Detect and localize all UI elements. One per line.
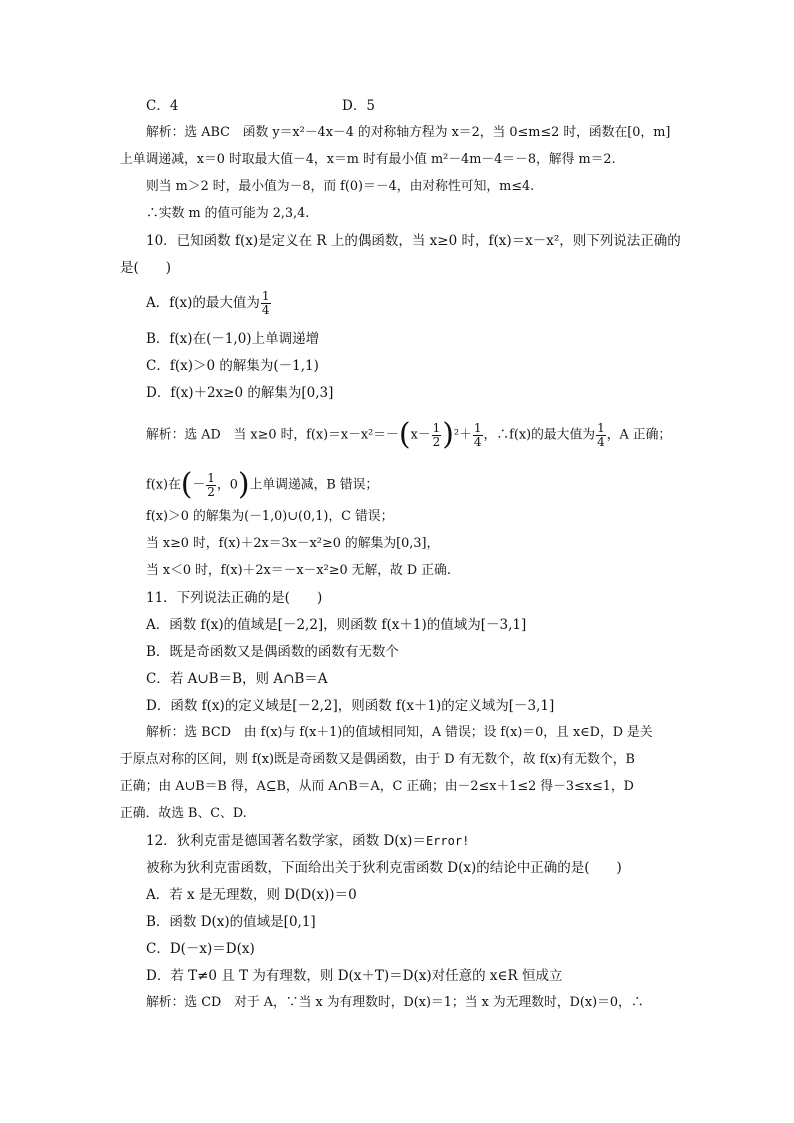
q10-option-a [146,290,272,317]
q10-option-d: D．f(x)＋2x≥0 的解集为[0,3] [146,385,334,401]
q11-option-a: A．函数 f(x)的值域是[－2,2]，则函数 f(x＋1)的值域为[－3,1] [146,617,527,633]
q12-option-a: A．若 x 是无理数，则 D(D(x))＝0 [146,887,357,903]
q11-option-c: C．若 A∪B＝B，则 A∩B＝A [146,671,328,687]
q10-option-c: C．f(x)＞0 的解集为(－1,1) [146,358,319,374]
q10-solution-line-5: 当 x＜0 时，f(x)＋2x＝－x－x²≥0 无解，故 D 正确. [146,563,451,578]
q11-option-d: D．函数 f(x)的定义域是[－2,2]，则函数 f(x＋1)的定义域为[－3,1] [146,698,555,714]
q10-option-b: B．f(x)在(－1,0)上单调递增 [146,331,320,347]
q9-solution-line-4: ∴实数 m 的值可能为 2,3,4. [146,206,310,221]
q10-solution-line-2: f(x)在(－ $\frac{1}{2}$ ，0)上单调递减，B 错误； [146,467,379,502]
option-c: C．4 [146,98,179,114]
fraction-one-quarter: $\frac{1}{4}$ [261,289,270,317]
error-placeholder: Error! [425,834,470,848]
q12-solution-line-1: 解析：选 CD 对于 A，∵当 x 为有理数时，D(x)＝1；当 x 为无理数时，D(x)＝0，∴ [146,995,644,1010]
q10-stem-line-1: 10．已知函数 f(x)是定义在 R 上的偶函数，当 x≥0 时，f(x)＝x－x²，则下列说法正确的 [146,233,681,249]
q11-option-b: B．既是奇函数又是偶函数的函数有无数个 [146,644,399,660]
option-d: D．5 [342,98,375,114]
q12-stem-line-2: 被称为狄利克雷函数，下面给出关于狄利克雷函数 D(x)的结论中正确的是( ) [146,860,622,876]
q9-solution-line-3: 则当 m＞2 时，最小值为－8，而 f(0)＝－4，由对称性可知，m≤4. [146,179,535,194]
q12-option-d: D．若 T≠0 且 T 为有理数，则 D(x＋T)＝D(x)对任意的 x∈R 恒成立 [146,968,563,984]
q12-stem-line-1: 12．狄利克雷是德国著名数学家，函数 D(x)＝Error! [146,833,470,849]
q11-stem: 11．下列说法正确的是( ) [146,590,323,606]
q9-solution-line-2: 上单调递减，x＝0 时取最大值－4，x＝m 时有最小值 m²－4m－4＝－8，解得 m＝2. [120,152,616,167]
q11-solution-line-1: 解析：选 BCD 由 f(x)与 f(x＋1)的值域相同知，A 错误；设 f(x)＝0，且 x∈D，D 是关 [146,725,653,740]
q12-option-c: C．D(－x)＝D(x) [146,941,255,957]
fraction-one-quarter: $\frac{1}{4}$ [597,420,605,449]
fraction-one-half: $\frac{1}{2}$ [432,420,441,449]
q10-stem-line-2: 是( ) [120,260,172,276]
fraction-one-quarter: $\frac{1}{4}$ [473,420,482,449]
q10-solution-line-1: 解析：选 AD 当 x≥0 时，f(x)＝x－x²＝－(x－ $\frac{1}{2}$ )²＋ $\frac{1}{4}$ ，∴f(x)的最大值为 $\frac{1}{4}$ ，A 正确； [146,417,672,452]
q12-option-b: B．函数 D(x)的值域是[0,1] [146,914,316,930]
q10-option-a-text: A．f(x)的最大值为 [146,295,260,311]
q10-solution-line-4: 当 x≥0 时，f(x)＋2x＝3x－x²≥0 的解集为[0,3]， [146,536,440,551]
q10-solution-line-3: f(x)＞0 的解集为(－1,0)∪(0,1)，C 错误； [146,509,394,524]
q11-solution-line-2: 于原点对称的区间，则 f(x)既是奇函数又是偶函数，由于 D 有无数个，故 f(x)有无数个，B [120,752,635,767]
q9-solution-line-1: 解析：选 ABC 函数 y＝x²－4x－4 的对称轴方程为 x＝2，当 0≤m≤2 时，函数在[0，m] [146,125,671,140]
fraction-one-half: $\frac{1}{2}$ [207,470,215,499]
q11-solution-line-4: 正确．故选 B、C、D. [120,806,247,821]
q11-solution-line-3: 正确；由 A∪B＝B 得，A⊆B，从而 A∩B＝A，C 正确；由－2≤x＋1≤2 得－3≤x≤1，D [120,779,634,794]
